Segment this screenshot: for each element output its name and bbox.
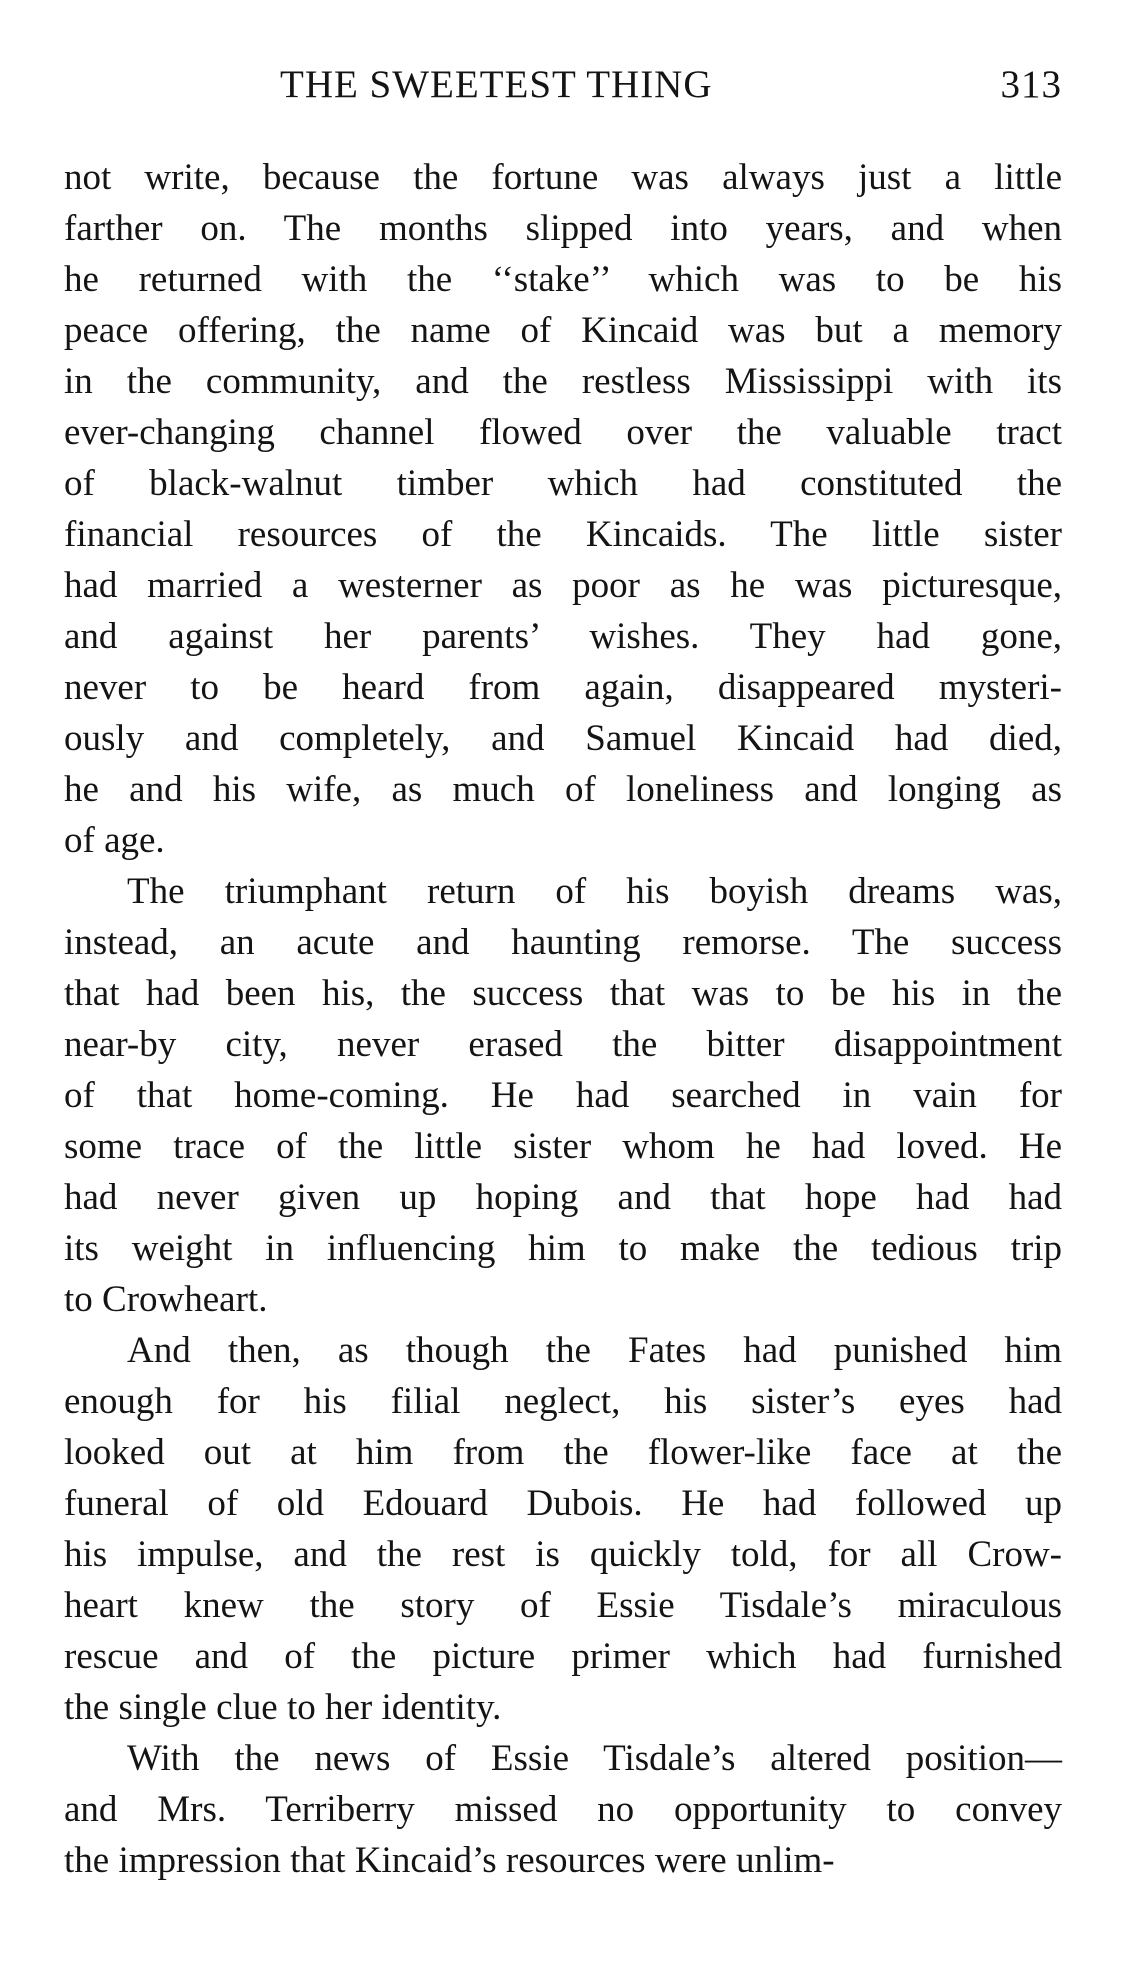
text-line: funeral of old Edouard Dubois. He had followed up [64, 1483, 1062, 1524]
text-line: The triumphant return of his boyish dreams was, [127, 871, 1062, 912]
text-line: never to be heard from again, disappeared mysteri- [64, 667, 1062, 708]
running-title: THE SWEETEST THING [280, 63, 713, 106]
text-line: had married a westerner as poor as he was picturesque, [64, 565, 1062, 606]
text-line: and against her parents’ wishes. They had gone, [64, 616, 1062, 657]
text-line: to Crowheart. [64, 1279, 268, 1320]
text-line: not write, because the fortune was always just a little [64, 157, 1062, 198]
text-line: had never given up hoping and that hope had had [64, 1177, 1062, 1218]
text-line: heart knew the story of Essie Tisdale’s miraculous [64, 1585, 1062, 1626]
text-line: farther on. The months slipped into years, and when [64, 208, 1062, 249]
paragraph [64, 1325, 1062, 1733]
text-line: instead, an acute and haunting remorse. The success [64, 922, 1062, 963]
text-line: of age. [64, 820, 165, 861]
paragraph [64, 152, 1062, 866]
text-line: enough for his filial neglect, his sister’s eyes had [64, 1381, 1062, 1422]
text-line: peace offering, the name of Kincaid was but a memory [64, 310, 1062, 351]
text-line: that had been his, the success that was to be his in the [64, 973, 1062, 1014]
text-line: some trace of the little sister whom he had loved. He [64, 1126, 1062, 1167]
text-line: the single clue to her identity. [64, 1687, 502, 1728]
text-line: he and his wife, as much of loneliness and longing as [64, 769, 1062, 810]
text-line: of that home-coming. He had searched in vain for [64, 1075, 1062, 1116]
text-line: he returned with the ‘‘stake’’ which was to be his [64, 259, 1062, 300]
text-line: With the news of Essie Tisdale’s altered position— [127, 1738, 1062, 1779]
text-line: his impulse, and the rest is quickly told, for all Crow- [64, 1534, 1062, 1575]
text-line: ever-changing channel flowed over the valuable tract [64, 412, 1062, 453]
text-line: in the community, and the restless Mississippi with its [64, 361, 1062, 402]
text-line: looked out at him from the flower-like face at the [64, 1432, 1062, 1473]
text-line: ously and completely, and Samuel Kincaid had died, [64, 718, 1062, 759]
text-line: near-by city, never erased the bitter disappointment [64, 1024, 1062, 1065]
text-line: and Mrs. Terriberry missed no opportunity to convey [64, 1789, 1062, 1830]
text-line: its weight in influencing him to make the tedious trip [64, 1228, 1062, 1269]
text-line: rescue and of the picture primer which had furnished [64, 1636, 1062, 1677]
text-line: And then, as though the Fates had punished him [127, 1330, 1062, 1371]
paragraph [64, 1733, 1062, 1886]
text-line: of black-walnut timber which had constituted the [64, 463, 1062, 504]
text-line: financial resources of the Kincaids. The little sister [64, 514, 1062, 555]
body-text [64, 152, 1062, 1886]
text-line: the impression that Kincaid’s resources were unlim- [64, 1840, 835, 1881]
running-head [64, 62, 1062, 112]
page-number: 313 [1000, 63, 1062, 106]
paragraph [64, 866, 1062, 1325]
